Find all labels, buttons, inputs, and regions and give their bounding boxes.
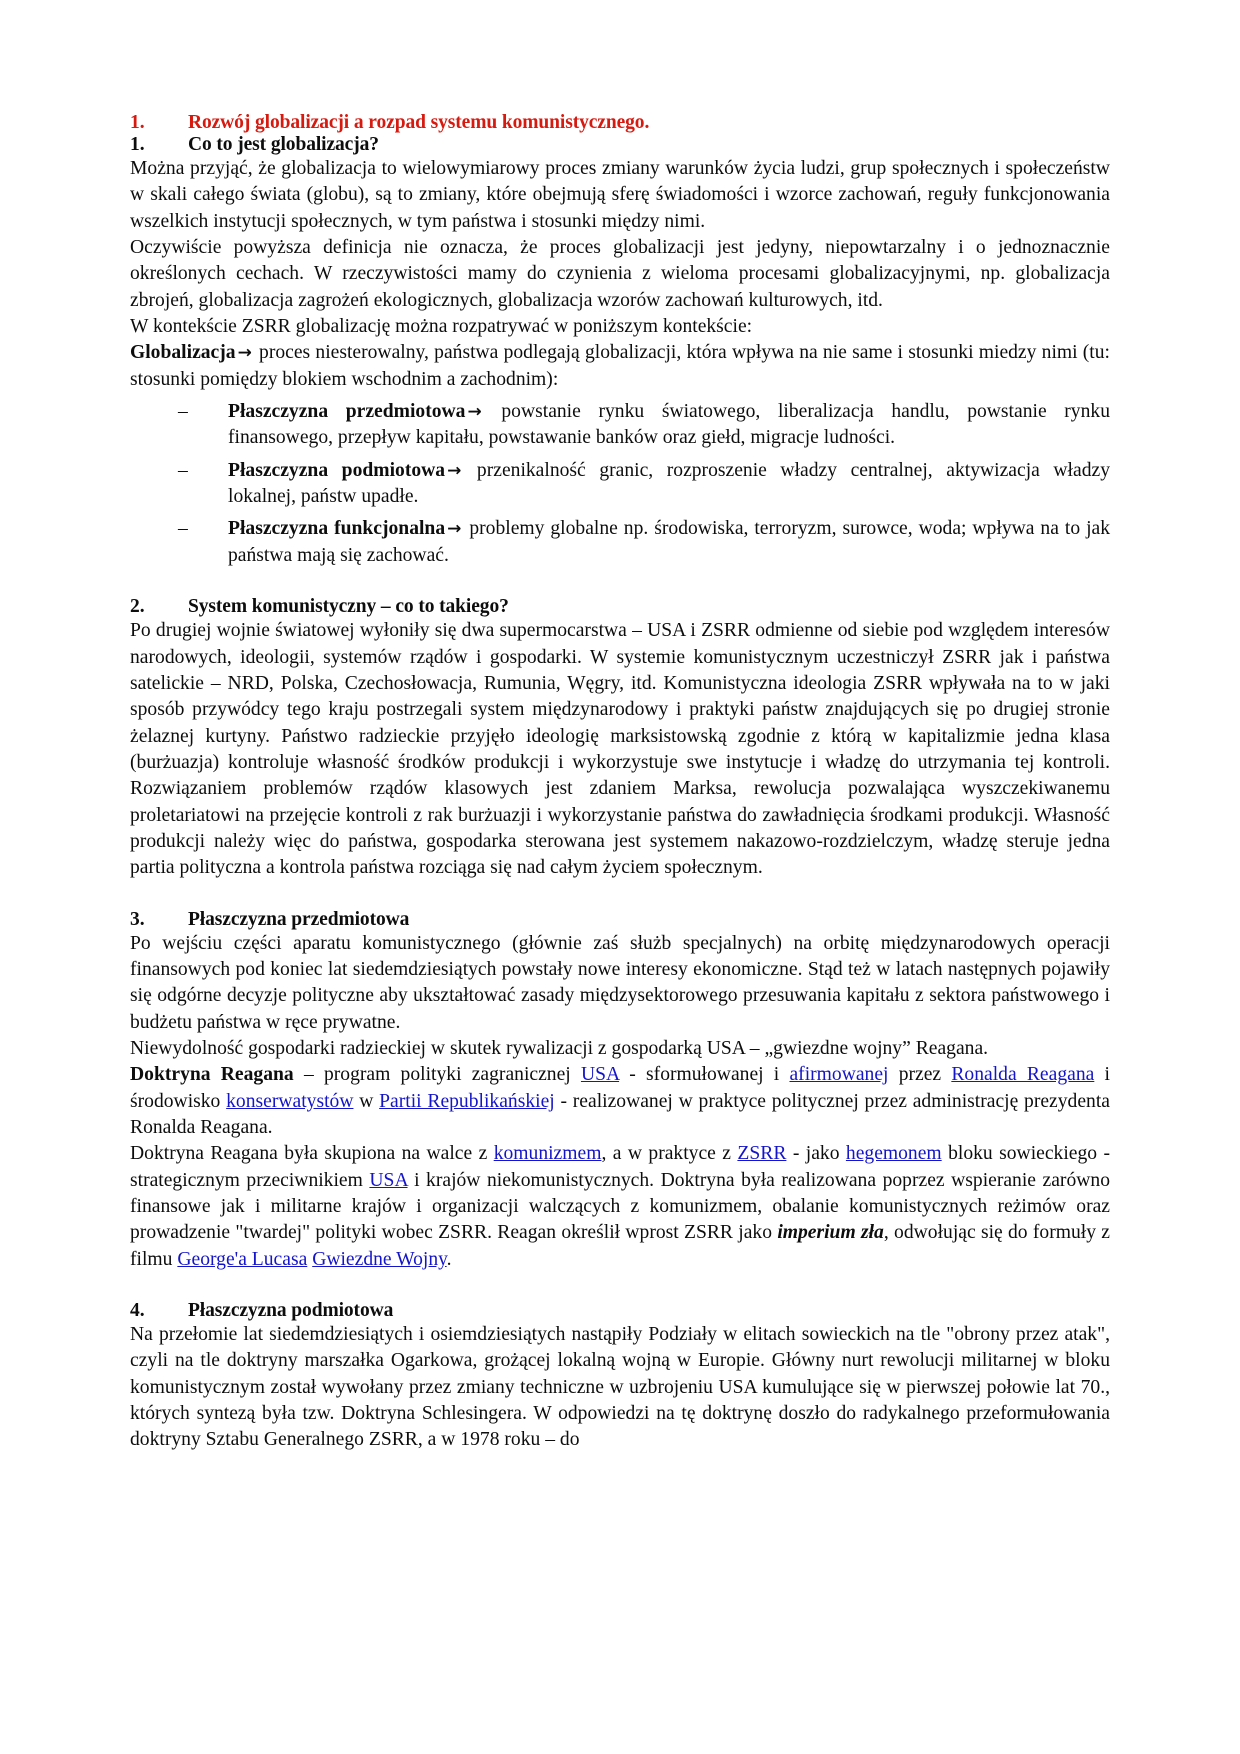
section-3-number: 3. xyxy=(130,908,145,930)
hyperlink[interactable]: USA xyxy=(580,1064,620,1086)
dash-bullet-icon: – xyxy=(178,518,188,540)
hyperlink[interactable]: Gwiezdne Wojny xyxy=(312,1248,447,1270)
plain-text: Doktryna Reagana była skupiona na walce z xyxy=(130,1143,494,1165)
list-item xyxy=(130,399,1110,452)
hyperlink[interactable]: hegemonem xyxy=(845,1143,942,1165)
section-3-paragraph-2: Niewydolność gospodarki radzieckiej w skutek rywalizacji z gospodarką USA – „gwiezdne wojny” Reagana. xyxy=(130,1037,989,1059)
plain-text: w xyxy=(353,1090,380,1112)
document-title-row xyxy=(130,112,1110,134)
dash-bullet-icon: – xyxy=(178,459,188,481)
hyperlink[interactable]: George'a Lucasa xyxy=(177,1248,308,1270)
globalization-planes-list xyxy=(130,399,1110,569)
section-heading-1 xyxy=(130,134,1110,156)
hyperlink[interactable]: ZSRR xyxy=(737,1143,787,1165)
section-heading-2 xyxy=(130,596,1110,618)
plain-text: - jako xyxy=(786,1143,846,1165)
arrow-icon: → xyxy=(237,343,252,364)
arrow-icon: → xyxy=(467,402,482,423)
plain-text: – program polityki zagranicznej xyxy=(293,1064,581,1086)
reagan-doctrine-detail-paragraph xyxy=(130,1141,1110,1273)
definition-term: Globalizacja xyxy=(130,342,236,364)
bold-italic-text: imperium zła xyxy=(777,1222,884,1244)
definition-text: proces niesterowalny, państwa podlegają globalizacji, która wpływa na nie same i stosunki miedzy nimi (tu: stosunki pomiędzy blokiem wschodnim a zachodnim): xyxy=(130,342,1110,390)
section-2-heading: System komunistyczny – co to takiego? xyxy=(188,596,509,618)
plain-text: przez xyxy=(888,1064,952,1086)
plain-text: i krajów niekomunistycznych. Doktryna była realizowana poprzez wspieranie zarówno finansowe jak i militarne krajów i organizacji walczących z komunizmem, obalanie komunistycznych reżimów oraz prowadzenie "twardej" polityki wobec ZSRR. Reagan określił wprost ZSRR jako xyxy=(130,1169,1110,1244)
plain-text: bloku sowieckiego - strategicznym przeciwnikiem xyxy=(130,1143,1110,1191)
section-1-number: 1. xyxy=(130,134,145,155)
plain-text: i środowisko xyxy=(130,1064,1110,1112)
page-title: Rozwój globalizacji a rozpad systemu komunistycznego. xyxy=(188,112,650,133)
section-1-paragraph-2: Oczywiście powyższa definicja nie oznacza, że proces globalizacji jest jedyny, niepowtarzalny i o jednoznacznie określonych cechach. W rzeczywistości mamy do czynienia z wieloma procesami globalizacyjnymi, np. globalizacja zbrojeń, globalizacja zagrożeń ekologicznych, globalizacja wzorów zachowań kulturowych, itd. xyxy=(130,237,1110,311)
section-4-heading: Płaszczyzna podmiotowa xyxy=(188,1300,394,1322)
arrow-icon: → xyxy=(447,460,462,481)
hyperlink[interactable]: Ronalda Reagana xyxy=(951,1064,1095,1086)
bullet-term: Płaszczyzna przedmiotowa xyxy=(228,401,466,423)
section-3-heading: Płaszczyzna przedmiotowa xyxy=(188,908,410,930)
plain-text: , a w praktyce z xyxy=(601,1143,738,1165)
list-item xyxy=(130,516,1110,569)
hyperlink[interactable]: USA xyxy=(369,1169,408,1191)
hyperlink[interactable]: afirmowanej xyxy=(789,1064,889,1086)
hyperlink[interactable]: konserwatystów xyxy=(226,1090,354,1112)
hyperlink[interactable]: komunizmem xyxy=(493,1143,602,1165)
plain-text: - realizowanej w praktyce politycznej przez administrację prezydenta Ronalda Reagana. xyxy=(130,1090,1110,1138)
bullet-term: Płaszczyzna funkcjonalna xyxy=(228,518,446,540)
bullet-text: powstanie rynku światowego, liberalizacja handlu, powstanie rynku finansowego, przepływ kapitału, powstawanie banków oraz giełd, migracje ludności. xyxy=(228,401,1110,449)
list-item xyxy=(130,458,1110,511)
section-3-paragraph-1: Po wejściu części aparatu komunistycznego (głównie zaś służb specjalnych) na orbitę międzynarodowych operacji finansowych pod koniec lat siedemdziesiątych powstały nowe interesy ekonomiczne. Stąd też w latach następnych pojawiły się odgórne decyzje polityczne aby ukształtować zasady międzysektorowego przesuwania kapitału z sektora państwowego i budżetu państwa w ręce prywatne. xyxy=(130,932,1110,1033)
reagan-doctrine-paragraph xyxy=(130,1062,1110,1141)
bullet-text: przenikalność granic, rozproszenie władzy centralnej, aktywizacja władzy lokalnej, państw upadłe. xyxy=(228,459,1110,508)
plain-text: . xyxy=(446,1248,452,1270)
document-title-number: 1. xyxy=(130,112,145,133)
section-2-paragraph-1: Po drugiej wojnie światowej wyłoniły się dwa supermocarstwa – USA i ZSRR odmienne od siebie pod względem interesów narodowych, ideologii, systemów rządów i gospodarki. W systemie komunistycznym uczestniczył ZSRR jak i państwa satelickie – NRD, Polska, Czechosłowacja, Rumunia, Węgry, itd. Komunistyczna ideologia ZSRR wpływała na to w jaki sposób przywódcy tego kraju postrzegali system międzynarodowy i praktyki państw znajdujących się po drugiej stronie żelaznej kurtyny. Państwo radzieckie przyjęło ideologię marksistowską zgodnie z którą w kapitalizmie jedna klasa (burżuazja) kontroluje własność środków produkcji i wykorzystuje swe instytucje i władzę do utrzymania tej kontroli. Rozwiązaniem problemów rządów klasowych jest zdaniem Marksa, rewolucja pozwalająca wyszczekiwanemu proletariatowi na przejęcie kontroli z rak burżuazji i wykorzystanie państwa do zawładnięcia środkami produkcji. Własność produkcji należy więc do państwa, gospodarka sterowana jest systemem nakazowo-rozdzielczym, władzę steruje jedna partia polityczna a kontrola państwa rozciąga się nad całym życiem społecznym. xyxy=(130,620,1110,879)
bold-text: Doktryna Reagana xyxy=(130,1064,294,1086)
dash-bullet-icon: – xyxy=(178,401,188,423)
bullet-text: problemy globalne np. środowiska, terroryzm, surowce, woda; wpływa na to jak państwa mają się zachować. xyxy=(228,518,1110,566)
hyperlink[interactable]: Partii Republikańskiej xyxy=(379,1090,555,1112)
bullet-term: Płaszczyzna podmiotowa xyxy=(228,459,446,481)
section-heading-3 xyxy=(130,909,1110,931)
section-1-paragraph-3: W kontekście ZSRR globalizację można rozpatrywać w poniższym kontekście: xyxy=(130,316,753,338)
plain-text: - sformułowanej i xyxy=(619,1064,790,1086)
section-4-paragraph-1: Na przełomie lat siedemdziesiątych i osiemdziesiątych nastąpiły Podziały w elitach sowieckich na tle "obrony przez atak", czyli na tle doktryny marszałka Ogarkowa, grożącej lokalną wojną w Europie. Główny nurt rewolucji militarnej w bloku komunistycznym został wywołany przez zmiany techniczne w uzbrojeniu USA kumulujące się w pierwszej połowie lat 70., których syntezą była tzw. Doktryna Schlesingera. W odpowiedzi na tę doktrynę doszło do radykalnego przeformułowania doktryny Sztabu Generalnego ZSRR, a w 1978 roku – do xyxy=(130,1324,1110,1451)
plain-text: , odwołując się do formuły z filmu xyxy=(130,1222,1110,1270)
section-4-number: 4. xyxy=(130,1300,145,1322)
section-heading-4 xyxy=(130,1300,1110,1322)
section-1-heading: Co to jest globalizacja? xyxy=(188,134,379,155)
globalization-definition xyxy=(130,340,1110,393)
section-1-paragraph-1: Można przyjąć, że globalizacja to wielowymiarowy proces zmiany warunków życia ludzi, grup społecznych i społeczeństw w skali całego świata (globu), są to zmiany, które obejmują sferę świadomości i wzorce zachowań, reguły funkcjonowania wszelkich instytucji społecznych, w tym państwa i stosunki między nimi. xyxy=(130,158,1110,232)
section-2-number: 2. xyxy=(130,596,145,618)
arrow-icon: → xyxy=(447,519,462,540)
